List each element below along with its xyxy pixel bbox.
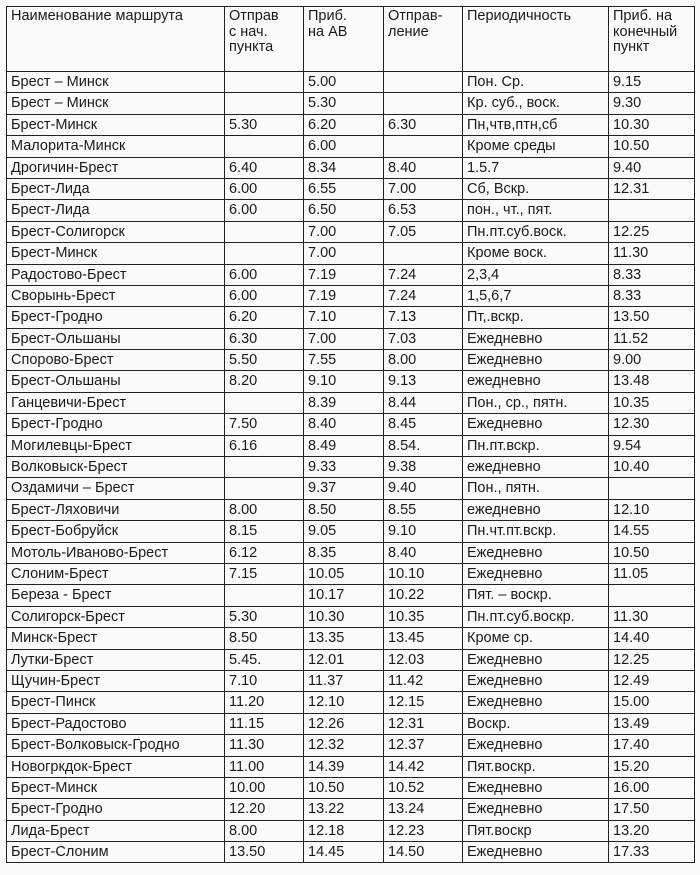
cell-route-name: Брест-Гродно [7,414,225,435]
cell-arrival-final: 15.00 [609,692,695,713]
cell-departure-origin: 5.50 [225,350,304,371]
table-row [7,157,695,178]
cell-departure-origin: 8.00 [225,499,304,520]
cell-frequency: Ежедневно [463,649,609,670]
cell-departure: 8.40 [384,542,463,563]
cell-frequency: Пн,чтв,птн,сб [463,114,609,135]
cell-arrival-station: 13.22 [304,799,384,820]
cell-departure: 13.24 [384,799,463,820]
table-row [7,628,695,649]
cell-frequency: Пн.чт.пт.вскр. [463,521,609,542]
cell-departure: 11.42 [384,670,463,691]
cell-departure: 10.10 [384,563,463,584]
cell-arrival-final: 10.50 [609,542,695,563]
cell-arrival-final: 13.50 [609,307,695,328]
cell-frequency: Пят.воскр [463,820,609,841]
cell-frequency: ежедневно [463,499,609,520]
cell-arrival-final: 14.55 [609,521,695,542]
table-row [7,499,695,520]
cell-arrival-final: 10.50 [609,136,695,157]
cell-arrival-final: 15.20 [609,756,695,777]
cell-departure-origin [225,93,304,114]
cell-route-name: Волковыск-Брест [7,457,225,478]
header-route-name: Наименование маршрута [7,7,225,72]
table-row [7,692,695,713]
cell-frequency: 1.5.7 [463,157,609,178]
cell-route-name: Брест-Минск [7,777,225,798]
cell-departure-origin: 11.20 [225,692,304,713]
cell-departure-origin: 12.20 [225,799,304,820]
cell-departure: 12.03 [384,649,463,670]
cell-arrival-station: 5.00 [304,72,384,93]
cell-departure: 14.50 [384,842,463,863]
table-row [7,285,695,306]
cell-departure-origin: 6.12 [225,542,304,563]
cell-departure: 9.40 [384,478,463,499]
cell-arrival-station: 12.32 [304,735,384,756]
cell-route-name: Сворынь-Брест [7,285,225,306]
cell-departure-origin [225,221,304,242]
table-row [7,563,695,584]
cell-arrival-final: 16.00 [609,777,695,798]
cell-arrival-station: 7.00 [304,328,384,349]
cell-arrival-station: 12.01 [304,649,384,670]
cell-departure [384,93,463,114]
cell-arrival-station: 12.26 [304,713,384,734]
cell-arrival-final: 12.30 [609,414,695,435]
cell-route-name: Брест-Минск [7,243,225,264]
cell-frequency: Ежедневно [463,777,609,798]
cell-arrival-final: 9.54 [609,435,695,456]
cell-arrival-station: 7.19 [304,264,384,285]
cell-frequency: Пят. – воскр. [463,585,609,606]
cell-arrival-final: 11.30 [609,606,695,627]
cell-frequency: Пон., пятн. [463,478,609,499]
table-row [7,478,695,499]
cell-departure-origin: 7.10 [225,670,304,691]
cell-departure-origin: 7.15 [225,563,304,584]
cell-departure: 10.35 [384,606,463,627]
cell-departure [384,72,463,93]
table-row [7,799,695,820]
cell-frequency: Ежедневно [463,414,609,435]
cell-arrival-final: 11.30 [609,243,695,264]
cell-route-name: Слоним-Брест [7,563,225,584]
cell-route-name: Малорита-Минск [7,136,225,157]
table-row [7,842,695,863]
cell-departure-origin: 6.40 [225,157,304,178]
cell-departure: 7.24 [384,264,463,285]
cell-arrival-final: 12.31 [609,178,695,199]
cell-route-name: Брест-Ольшаны [7,328,225,349]
cell-arrival-final: 10.35 [609,392,695,413]
cell-frequency: пон., чт., пят. [463,200,609,221]
table-row [7,606,695,627]
table-row [7,649,695,670]
cell-frequency: Ежедневно [463,692,609,713]
cell-departure: 10.52 [384,777,463,798]
cell-frequency: Кр. суб., воск. [463,93,609,114]
table-row [7,243,695,264]
cell-route-name: Щучин-Брест [7,670,225,691]
cell-route-name: Брест-Бобруйск [7,521,225,542]
table-row [7,72,695,93]
cell-departure-origin: 6.00 [225,178,304,199]
cell-departure [384,243,463,264]
cell-arrival-final: 11.52 [609,328,695,349]
cell-arrival-station: 10.05 [304,563,384,584]
cell-arrival-final: 17.50 [609,799,695,820]
cell-departure: 6.30 [384,114,463,135]
table-row [7,542,695,563]
cell-arrival-final: 9.00 [609,350,695,371]
cell-departure-origin: 6.16 [225,435,304,456]
table-row [7,457,695,478]
cell-arrival-final: 13.49 [609,713,695,734]
cell-departure: 12.15 [384,692,463,713]
table-row [7,392,695,413]
cell-departure: 9.13 [384,371,463,392]
cell-frequency: Пон., ср., пятн. [463,392,609,413]
table-row [7,307,695,328]
cell-route-name: Брест-Гродно [7,799,225,820]
cell-arrival-final: 12.10 [609,499,695,520]
cell-arrival-final [609,200,695,221]
cell-departure-origin: 5.30 [225,114,304,135]
cell-arrival-final: 9.30 [609,93,695,114]
cell-arrival-final: 13.48 [609,371,695,392]
cell-route-name: Брест-Лида [7,178,225,199]
cell-arrival-station: 9.05 [304,521,384,542]
cell-route-name: Брест-Ольшаны [7,371,225,392]
cell-arrival-station: 14.45 [304,842,384,863]
cell-departure: 12.37 [384,735,463,756]
cell-frequency: Ежедневно [463,735,609,756]
cell-arrival-station: 8.50 [304,499,384,520]
cell-frequency: Ежедневно [463,842,609,863]
cell-route-name: Брест-Радостово [7,713,225,734]
cell-departure-origin [225,243,304,264]
cell-departure-origin: 5.45. [225,649,304,670]
cell-departure-origin: 8.50 [225,628,304,649]
cell-departure: 8.54. [384,435,463,456]
header-frequency: Периодичность [463,7,609,72]
cell-route-name: Новогркдок-Брест [7,756,225,777]
cell-route-name: Лида-Брест [7,820,225,841]
cell-frequency: 2,3,4 [463,264,609,285]
cell-departure-origin: 5.30 [225,606,304,627]
cell-route-name: Оздамичи – Брест [7,478,225,499]
cell-departure: 8.45 [384,414,463,435]
cell-arrival-station: 13.35 [304,628,384,649]
cell-arrival-final: 8.33 [609,285,695,306]
cell-departure-origin: 6.20 [225,307,304,328]
cell-route-name: Брест – Минск [7,93,225,114]
cell-arrival-final: 12.25 [609,649,695,670]
cell-arrival-station: 11.37 [304,670,384,691]
cell-frequency: Ежедневно [463,542,609,563]
cell-route-name: Брест-Лида [7,200,225,221]
cell-departure-origin: 10.00 [225,777,304,798]
cell-arrival-station: 6.55 [304,178,384,199]
cell-arrival-station: 8.35 [304,542,384,563]
cell-arrival-station: 9.10 [304,371,384,392]
cell-arrival-station: 6.00 [304,136,384,157]
header-arrival-final: Приб. на конечный пункт [609,7,695,72]
cell-route-name: Брест-Слоним [7,842,225,863]
table-row [7,735,695,756]
cell-frequency: Кроме воск. [463,243,609,264]
cell-departure: 13.45 [384,628,463,649]
table-row [7,670,695,691]
cell-arrival-final: 8.33 [609,264,695,285]
cell-arrival-station: 7.19 [304,285,384,306]
cell-frequency: Сб, Вскр. [463,178,609,199]
cell-arrival-station: 7.55 [304,350,384,371]
cell-departure-origin: 6.00 [225,264,304,285]
cell-route-name: Мотоль-Иваново-Брест [7,542,225,563]
table-row [7,371,695,392]
cell-frequency: Ежедневно [463,563,609,584]
cell-arrival-station: 8.39 [304,392,384,413]
cell-route-name: Спорово-Брест [7,350,225,371]
cell-arrival-final [609,478,695,499]
cell-route-name: Дрогичин-Брест [7,157,225,178]
cell-route-name: Ганцевичи-Брест [7,392,225,413]
cell-departure-origin: 7.50 [225,414,304,435]
cell-departure-origin: 6.00 [225,200,304,221]
header-departure-origin: Отправ с нач. пункта [225,7,304,72]
cell-arrival-final: 10.30 [609,114,695,135]
cell-departure-origin [225,136,304,157]
cell-route-name: Брест-Гродно [7,307,225,328]
cell-route-name: Брест – Минск [7,72,225,93]
cell-departure: 8.00 [384,350,463,371]
cell-departure-origin [225,478,304,499]
table-row [7,435,695,456]
cell-departure-origin [225,585,304,606]
cell-frequency: Пн.пт.суб.воскр. [463,606,609,627]
cell-arrival-station: 12.18 [304,820,384,841]
cell-departure-origin: 13.50 [225,842,304,863]
cell-arrival-station: 6.50 [304,200,384,221]
cell-route-name: Солигорск-Брест [7,606,225,627]
cell-arrival-station: 5.30 [304,93,384,114]
cell-departure: 10.22 [384,585,463,606]
table-row [7,136,695,157]
cell-arrival-final: 17.40 [609,735,695,756]
cell-arrival-final: 9.40 [609,157,695,178]
cell-departure: 9.38 [384,457,463,478]
table-row [7,585,695,606]
table-row [7,328,695,349]
cell-frequency: Пт,.вскр. [463,307,609,328]
table-row [7,350,695,371]
cell-frequency: Пон. Ср. [463,72,609,93]
schedule-rows [7,72,695,863]
cell-arrival-final: 12.25 [609,221,695,242]
cell-route-name: Брест-Минск [7,114,225,135]
table-row [7,178,695,199]
cell-arrival-station: 10.30 [304,606,384,627]
cell-departure-origin: 11.15 [225,713,304,734]
cell-frequency: ежедневно [463,457,609,478]
cell-arrival-station: 8.34 [304,157,384,178]
cell-departure: 6.53 [384,200,463,221]
cell-arrival-final [609,585,695,606]
header-row [7,7,695,72]
cell-departure: 8.44 [384,392,463,413]
cell-arrival-station: 8.49 [304,435,384,456]
cell-arrival-station: 9.37 [304,478,384,499]
cell-departure: 9.10 [384,521,463,542]
cell-frequency: Ежедневно [463,328,609,349]
cell-departure [384,136,463,157]
cell-departure-origin: 6.30 [225,328,304,349]
table-row [7,264,695,285]
cell-arrival-station: 7.10 [304,307,384,328]
cell-departure-origin: 11.00 [225,756,304,777]
cell-departure-origin [225,72,304,93]
table-row [7,756,695,777]
cell-departure: 14.42 [384,756,463,777]
cell-frequency: Пн.пт.вскр. [463,435,609,456]
cell-frequency: Воскр. [463,713,609,734]
cell-departure: 12.23 [384,820,463,841]
cell-departure: 8.55 [384,499,463,520]
cell-frequency: 1,5,6,7 [463,285,609,306]
cell-route-name: Брест-Солигорск [7,221,225,242]
cell-frequency: ежедневно [463,371,609,392]
table-row [7,713,695,734]
cell-departure-origin: 8.00 [225,820,304,841]
cell-departure: 7.05 [384,221,463,242]
cell-arrival-station: 6.20 [304,114,384,135]
bus-schedule-table [6,6,695,863]
cell-departure: 7.13 [384,307,463,328]
table-row [7,777,695,798]
cell-departure-origin: 11.30 [225,735,304,756]
cell-arrival-final: 11.05 [609,563,695,584]
cell-arrival-final: 9.15 [609,72,695,93]
cell-arrival-final: 14.40 [609,628,695,649]
cell-departure: 7.03 [384,328,463,349]
cell-arrival-final: 10.40 [609,457,695,478]
table-row [7,93,695,114]
cell-departure: 7.24 [384,285,463,306]
cell-route-name: Брест-Волковыск-Гродно [7,735,225,756]
cell-departure-origin: 8.20 [225,371,304,392]
table-row [7,114,695,135]
cell-frequency: Кроме среды [463,136,609,157]
cell-arrival-station: 10.50 [304,777,384,798]
cell-route-name: Брест-Пинск [7,692,225,713]
cell-route-name: Минск-Брест [7,628,225,649]
cell-departure: 12.31 [384,713,463,734]
table-row [7,820,695,841]
header-arrival-station: Приб. на АВ [304,7,384,72]
cell-route-name: Береза - Брест [7,585,225,606]
cell-departure-origin: 6.00 [225,285,304,306]
cell-frequency: Ежедневно [463,670,609,691]
cell-frequency: Пят.воскр. [463,756,609,777]
cell-arrival-final: 12.49 [609,670,695,691]
cell-arrival-station: 7.00 [304,221,384,242]
cell-frequency: Ежедневно [463,350,609,371]
cell-route-name: Лутки-Брест [7,649,225,670]
cell-departure-origin: 8.15 [225,521,304,542]
cell-route-name: Могилевцы-Брест [7,435,225,456]
cell-departure-origin [225,392,304,413]
cell-frequency: Ежедневно [463,799,609,820]
cell-arrival-station: 12.10 [304,692,384,713]
cell-arrival-station: 9.33 [304,457,384,478]
cell-arrival-station: 8.40 [304,414,384,435]
table-row [7,521,695,542]
cell-frequency: Пн.пт.суб.воск. [463,221,609,242]
header-departure: Отправ- ление [384,7,463,72]
cell-frequency: Кроме ср. [463,628,609,649]
table-row [7,200,695,221]
cell-departure: 8.40 [384,157,463,178]
table-row [7,414,695,435]
table-row [7,221,695,242]
cell-arrival-final: 17.33 [609,842,695,863]
cell-departure: 7.00 [384,178,463,199]
cell-arrival-station: 14.39 [304,756,384,777]
cell-route-name: Брест-Ляховичи [7,499,225,520]
cell-arrival-station: 7.00 [304,243,384,264]
cell-arrival-final: 13.20 [609,820,695,841]
cell-route-name: Радостово-Брест [7,264,225,285]
cell-departure-origin [225,457,304,478]
cell-arrival-station: 10.17 [304,585,384,606]
